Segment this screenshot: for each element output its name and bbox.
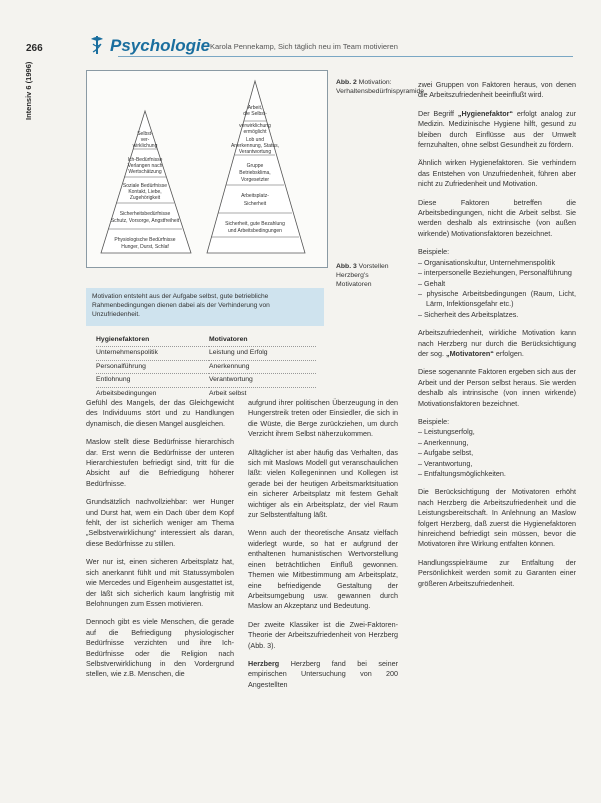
figure3-caption <box>336 262 406 289</box>
table-header-hygiene: Hygienefaktoren <box>96 336 150 343</box>
paragraph: Dennoch gibt es viele Menschen, die gerade auf die Befriedigung physiologischer Bedürfnisse verzichten und ihre Ich-Bedürfnisse oder die Religion nach Selbstverwirklichung in den Vordergrund stellen, wie z.B. Menschen, die <box>86 617 234 679</box>
paragraph: Ähnlich wirken Hygienefaktoren. Sie verhindern das Entstehen von Unzufriedenheit, führen aber nicht zu Zufriedenheit und Motivation. <box>418 158 576 189</box>
right-level-3b: Betriebsklima, <box>239 170 271 176</box>
paragraph: Wenn auch der theoretische Ansatz vielfach widerlegt wurde, so hat er aufgrund der enthaltenen humanistischen Wertvorstellung einen beträchtlichen Einfluß gewonnen. Themen wie Mitbestimmung am Arbeitsplatz, eine befriedigende Gestaltung der Arbeitsumgebung usw. gewannen durch Maslow an Akzeptanz und Bedeutung. <box>248 528 398 611</box>
paragraph: Der zweite Klassiker ist die Zwei-Faktoren-Theorie der Arbeitszufriedenheit von Herzberg (Abb. 3). <box>248 619 398 650</box>
table-row <box>96 347 316 360</box>
paragraph: Die Berücksichtigung der Motivatoren erhöht nach Herzberg die Arbeitszufriedenheit und die Leistungsbereitschaft. In Anlehnung an Maslow folgert Herzberg, daß zuerst die Hygienefaktoren hinreichend befriedigt sein müssen, bevor die Motivatoren ihre Wirkung entfalten können. <box>418 487 576 549</box>
examples-list-1 <box>418 258 576 320</box>
right-level-2b: Anerkennung, Status, <box>230 143 280 149</box>
paragraph <box>418 109 576 151</box>
list-item: – physische Arbeitsbedingungen (Raum, Licht, Lärm, Infektionsgefahr etc.) <box>418 289 576 310</box>
figure2-caption <box>336 78 425 96</box>
paragraph: aufgrund ihrer politischen Überzeugung in den Hungerstreik treten oder Einsiedler, die sich in die Wüste, die Berge zurückziehen, um durch Verzicht ihrem Selbst näherzukommen. <box>248 398 398 439</box>
left-level-5b: Hunger, Durst, Schlaf <box>121 244 169 250</box>
list-item: – Leistungserfolg, <box>418 427 576 437</box>
paragraph <box>418 328 576 359</box>
table-cell: Arbeit selbst <box>209 387 316 400</box>
right-level-4b: Sicherheit <box>243 201 267 207</box>
paragraph: Diese sogenannte Faktoren ergeben sich aus der Arbeit und der Person selbst heraus. Sie werden deshalb als intrinsische (von innen wirkende) Motivationsfaktoren bezeichnet. <box>418 367 576 408</box>
paragraph-text: erfolgen. <box>493 348 524 358</box>
paragraph-text: Herzberg fand bei seiner empirischen Untersuchung von 200 Angestellten <box>248 658 398 689</box>
table-cell: Leistung und Erfolg <box>209 347 316 360</box>
left-level-3c: Zugehörigkeit <box>129 195 161 201</box>
table-cell: Personalführung <box>96 360 209 373</box>
right-level-1a: Arbeit, <box>247 105 263 111</box>
table-header-motivators: Motivatoren <box>208 336 248 343</box>
list-item: – Aufgabe selbst, <box>418 448 576 458</box>
left-level-2a: Ich-Bedürfnisse <box>127 157 163 163</box>
table-cell: Anerkennung <box>209 360 316 373</box>
right-level-3a: Gruppe <box>246 163 264 169</box>
side-label: Intensiv 6 (1996) <box>24 62 33 121</box>
left-level-4b: Schutz, Vorsorge, Angstfreiheit <box>110 218 180 224</box>
text-column-3 <box>418 80 576 597</box>
table-cell: Entlohnung <box>96 374 209 387</box>
table-cell: Unternehmenspolitik <box>96 347 209 360</box>
table-row <box>96 360 316 373</box>
paragraph-text: Der Begriff <box>418 108 458 118</box>
page-number: 266 <box>26 43 43 54</box>
figure2-caption-text: Motivation: Verhaltensbedürfnispyramide <box>336 79 425 95</box>
paragraph: Gefühl des Mangels, der das Gleichgewicht des Individuums stört und zu Handlungen dynamisch, die diesen Mangel ausgleichen. <box>86 398 234 428</box>
left-level-5a: Physiologische Bedürfnisse <box>114 237 176 243</box>
figure-pyramids <box>86 70 328 268</box>
left-level-1b: ver- <box>140 137 150 143</box>
left-level-3b: Kontakt, Liebe, <box>128 189 162 195</box>
paragraph: Handlungsspielräume zur Entfaltung der Persönlichkeit werden somit zu Garanten einer größeren Arbeitszufriedenheit. <box>418 557 576 588</box>
list-item: – Anerkennung, <box>418 438 576 448</box>
paragraph: Wer nur ist, einen sicheren Arbeitsplatz hat, sich anerkannt fühlt und mit Statussymbolen wie Mercedes und Eigenheim ausgestattet ist, der läßt sich sicherlich kaum langfristig mit Belohnungen zum Essen motivieren. <box>86 557 234 608</box>
pyramids-svg <box>87 71 327 267</box>
examples-label: Beispiele: <box>418 416 450 426</box>
left-level-3a: Soziale Bedürfnisse <box>122 183 168 189</box>
figure3-caption-text: Vorstellen Herzberg's Motivatoren <box>336 263 389 288</box>
table-cell: Arbeitsbedingungen <box>96 387 209 400</box>
left-level-1c: wirklichung <box>132 143 158 149</box>
left-level-2c: Wertschätzung <box>128 169 162 175</box>
left-level-4a: Sicherheitsbedürfnisse <box>119 211 171 217</box>
term-motivatoren: „Motivatoren“ <box>445 348 494 358</box>
paragraph <box>248 659 398 690</box>
paragraph: Grundsätzlich nachvollziehbar: wer Hunger und Durst hat, wem ein Dach über dem Kopf fehlt, der ist sicherlich weniger am Thema „Selbstverwirklichung“ interessiert als daran, diese Bedürfnisse zu stillen. <box>86 497 234 548</box>
list-item: – Entfaltungsmöglichkeiten. <box>418 469 576 479</box>
paragraph: Diese Faktoren betreffen die Arbeitsbedingungen, nicht die Arbeit selbst. Sie werden deshalb als extrinsische (von außen wirkende) Motivationsfaktoren bezeichnet. <box>418 197 576 238</box>
right-level-5a: Sicherheit, gute Bezahlung <box>225 221 285 227</box>
examples-label: Beispiele: <box>418 247 450 257</box>
info-box: Motivation entsteht aus der Aufgabe selbst, gute betriebliche Rahmenbedingungen dienen dabei als der Verhinderung von Unzufriedenheit. <box>86 288 324 326</box>
paragraph: Maslow stellt diese Bedürfnisse hierarchisch dar. Erst wenn die Bedürfnisse der unteren Hierarchiestufen befriedigt sind, tritt für die Absicht auf die Befriedigung höherer Bedürfnisse. <box>86 437 234 488</box>
examples-list-2 <box>418 427 576 479</box>
left-level-1a: Selbst- <box>137 131 153 137</box>
right-level-3c: Vorgesetzter <box>240 177 270 183</box>
table-cell: Verantwortung <box>209 374 316 387</box>
figure2-caption-label: Abb. 2 <box>336 79 357 86</box>
list-item: – Sicherheit des Arbeitsplatzes. <box>418 310 576 320</box>
figure3-caption-label: Abb. 3 <box>336 263 357 270</box>
text-column-1 <box>86 398 234 688</box>
list-item: – Gehalt <box>418 279 576 289</box>
paragraph: Alltäglicher ist aber häufig das Verhalten, das sich mit Maslows Modell gut veranschaulichen läßt: vielen Kollegeninnen und Kollegen ist gerade bei der heutigen Arbeitsmarktsituation ein sicherer Arbeitsplatz mit festem Gehalt wichtiger als ein Arbeitsplatz, der viel Raum zur Selbstentfaltung läßt. <box>248 447 398 520</box>
factors-table <box>96 334 316 400</box>
right-level-1b: die Selbst- <box>243 111 267 117</box>
list-item: – Verantwortung, <box>418 459 576 469</box>
right-level-2c: Verantwortung <box>238 149 272 155</box>
header-divider <box>118 56 573 57</box>
term-hygienefaktor: „Hygienefaktor“ <box>457 108 513 118</box>
left-level-2b: Verlangen nach <box>127 163 163 169</box>
paragraph-text: Arbeitszufriedenheit, wirkliche Motivation kann nach Herzberg nur durch die Berücksichtigung der sog. <box>418 328 576 358</box>
table-row <box>96 374 316 387</box>
right-level-1c: verwirklichung <box>239 123 271 129</box>
paragraph-text: erfolgt analog zur Medizin. Medizinische Hygiene hilft, gesund zu bleiben durch Einflüsse aus der Umwelt fernzuhalten, ohne selbst Gesundheit zu fördern. <box>418 108 577 150</box>
right-level-2a: Lob und <box>245 137 265 143</box>
right-level-5b: und Arbeitsbedingungen <box>228 228 282 234</box>
text-column-2 <box>248 398 398 698</box>
right-level-4a: Arbeitsplatz- <box>241 193 269 199</box>
list-item: – Organisationskultur, Unternehmenspolitik <box>418 258 576 268</box>
caduceus-icon <box>88 34 106 56</box>
paragraph: zwei Gruppen von Faktoren heraus, von denen die Arbeitszufriedenheit beeinflußt wird. <box>418 80 576 100</box>
page-subtitle: Karola Pennekamp, Sich täglich neu im Team motivieren <box>210 42 398 51</box>
herzberg-bold: Herzberg <box>248 658 280 668</box>
list-item: – interpersonelle Beziehungen, Personalführung <box>418 268 576 278</box>
page-title: Psychologie <box>110 36 211 55</box>
right-level-1d: ermöglicht <box>243 129 267 135</box>
